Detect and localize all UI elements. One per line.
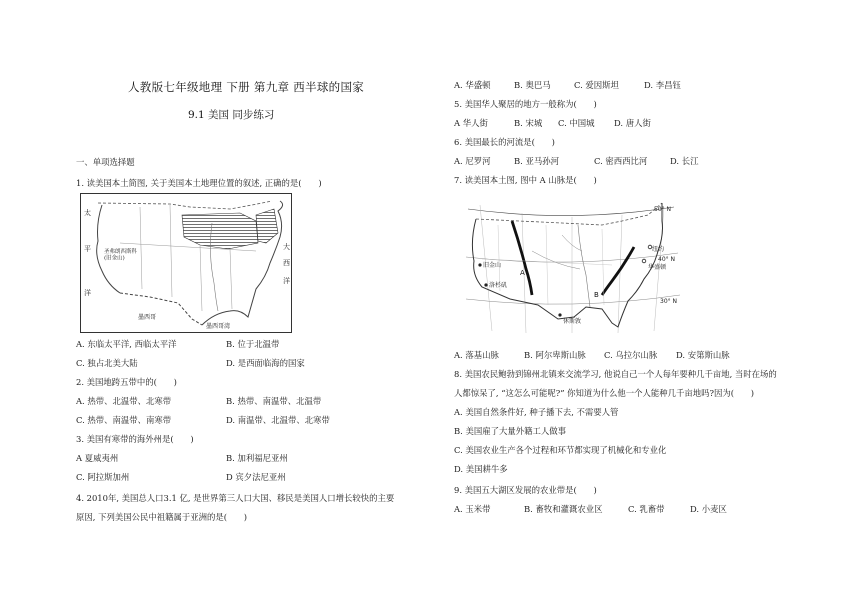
q1-map-ocean-left-c: 洋: [84, 289, 91, 297]
q3-stem: 3. 美国有寒带的海外州是( ): [76, 434, 194, 444]
q1-option-c[interactable]: C. 独占北美大陆: [76, 358, 138, 368]
q5-option-a[interactable]: A 华人街: [454, 118, 488, 128]
q8-option-b[interactable]: B. 美国雇了大量外籍工人做事: [454, 426, 566, 436]
q5-option-d[interactable]: D. 唐人街: [614, 118, 651, 128]
q5-option-b[interactable]: B. 宋城: [514, 118, 543, 128]
page-subtitle: 9.1 美国 同步练习: [188, 109, 275, 121]
section-heading: 一、单项选择题: [76, 157, 135, 167]
q8-option-c[interactable]: C. 美国农业生产各个过程和环节都实现了机械化和专业化: [454, 445, 667, 455]
q1-map-ocean-right-b: 西: [283, 259, 290, 267]
q4-option-a[interactable]: A. 华盛顿: [454, 80, 491, 90]
q6-stem: 6. 美国最长的河流是( ): [454, 137, 555, 147]
q6-option-b[interactable]: B. 亚马孙河: [514, 156, 559, 166]
q7-map-city-la: 洛杉矶: [489, 282, 508, 289]
q7-map-city-ny: 纽约: [652, 246, 665, 253]
q1-map-region: 圣弗朗西斯科(旧金山): [104, 249, 138, 262]
q1-map: [80, 193, 292, 333]
q9-option-c[interactable]: C. 乳畜带: [628, 504, 665, 514]
q9-option-b[interactable]: B. 畜牧和灌溉农业区: [524, 504, 603, 514]
q1-map-mexico: 墨西哥: [138, 314, 157, 321]
q4-stem-line1: 4. 2010年, 美国总人口3.1 亿, 是世界第三人口大国、移民是美国人口增长较快的主要: [76, 493, 395, 503]
q7-stem: 7. 读美国本土图, 图中 A 山脉是( ): [454, 175, 597, 185]
q4-option-d[interactable]: D. 李昌钰: [644, 80, 681, 90]
q9-stem: 9. 美国五大湖区发展的农业带是( ): [454, 485, 597, 495]
q7-map-label-b: B: [594, 291, 599, 299]
q3-option-c[interactable]: C. 阿拉斯加州: [76, 472, 130, 482]
q6-option-d[interactable]: D. 长江: [670, 156, 699, 166]
q4-stem-line2: 原因, 下列美国公民中祖籍属于亚洲的是( ): [76, 512, 247, 522]
q6-option-c[interactable]: C. 密西西比河: [594, 156, 648, 166]
q7-map-city-dc: 华盛顿: [648, 264, 667, 271]
page-title: 人教版七年级地理 下册 第九章 西半球的国家: [128, 80, 365, 94]
q7-map: [462, 195, 688, 335]
q7-map-lat40: 40° N: [658, 256, 676, 263]
q7-map-lat30: 30° N: [660, 298, 678, 305]
q1-map-gulf: 墨西哥湾: [206, 323, 231, 330]
q4-option-c[interactable]: C. 爱因斯坦: [574, 80, 619, 90]
q9-option-a[interactable]: A. 玉米带: [454, 504, 491, 514]
q8-stem-line2: 人都惊呆了, “这怎么可能呢?” 你知道为什么他一个人能种几千亩地吗?因为( ): [454, 388, 755, 398]
q1-option-a[interactable]: A. 东临太平洋, 西临太平洋: [76, 339, 177, 349]
q8-stem-line1: 8. 美国农民鲍勃到锦州北镇来交流学习, 他说自己一个人每年要种几千亩地, 当时在场的: [454, 369, 777, 379]
q7-option-c[interactable]: C. 乌拉尔山脉: [604, 350, 658, 360]
q7-map-city-sf: 旧金山: [483, 262, 502, 269]
q2-option-d[interactable]: D. 南温带、北温带、北寒带: [226, 415, 330, 425]
q8-option-a[interactable]: A. 美国自然条件好, 种子播下去, 不需要人管: [454, 407, 619, 417]
q1-map-ocean-right-a: 大: [283, 243, 290, 251]
q4-option-b[interactable]: B. 奥巴马: [514, 80, 551, 90]
q1-option-d[interactable]: D. 是西面临海的国家: [226, 358, 305, 368]
q8-option-d[interactable]: D. 美国耕牛多: [454, 464, 508, 474]
q1-map-ocean-left-a: 太: [84, 209, 91, 217]
q1-option-b[interactable]: B. 位于北温带: [226, 339, 280, 349]
q3-option-a[interactable]: A 夏威夷州: [76, 453, 119, 463]
q1-map-ocean-right-c: 洋: [283, 277, 290, 285]
q7-map-label-a: A: [520, 269, 525, 277]
q2-option-c[interactable]: C. 热带、南温带、南寒带: [76, 415, 172, 425]
q7-map-city-no: 休斯敦: [563, 318, 582, 325]
q2-option-a[interactable]: A. 热带、北温带、北寒带: [76, 396, 172, 406]
q7-option-a[interactable]: A. 落基山脉: [454, 350, 499, 360]
q7-option-d[interactable]: D. 安第斯山脉: [676, 350, 730, 360]
q6-option-a[interactable]: A. 尼罗河: [454, 156, 491, 166]
q1-stem: 1. 读美国本土简图, 关于美国本土地理位置的叙述, 正确的是( ): [76, 178, 322, 188]
q2-stem: 2. 美国地跨五带中的( ): [76, 377, 177, 387]
q7-map-lat50: 50° N: [654, 206, 672, 213]
q7-option-b[interactable]: B. 阿尔卑斯山脉: [524, 350, 586, 360]
q5-option-c[interactable]: C. 中国城: [558, 118, 595, 128]
q2-option-b[interactable]: B. 热带、南温带、北温带: [226, 396, 322, 406]
q3-option-d[interactable]: D 宾夕法尼亚州: [226, 472, 286, 482]
q9-option-d[interactable]: D. 小麦区: [690, 504, 727, 514]
q3-option-b[interactable]: B. 加利福尼亚州: [226, 453, 288, 463]
q5-stem: 5. 美国华人聚居的地方一般称为( ): [454, 99, 597, 109]
q1-map-ocean-left-b: 平: [84, 245, 91, 253]
